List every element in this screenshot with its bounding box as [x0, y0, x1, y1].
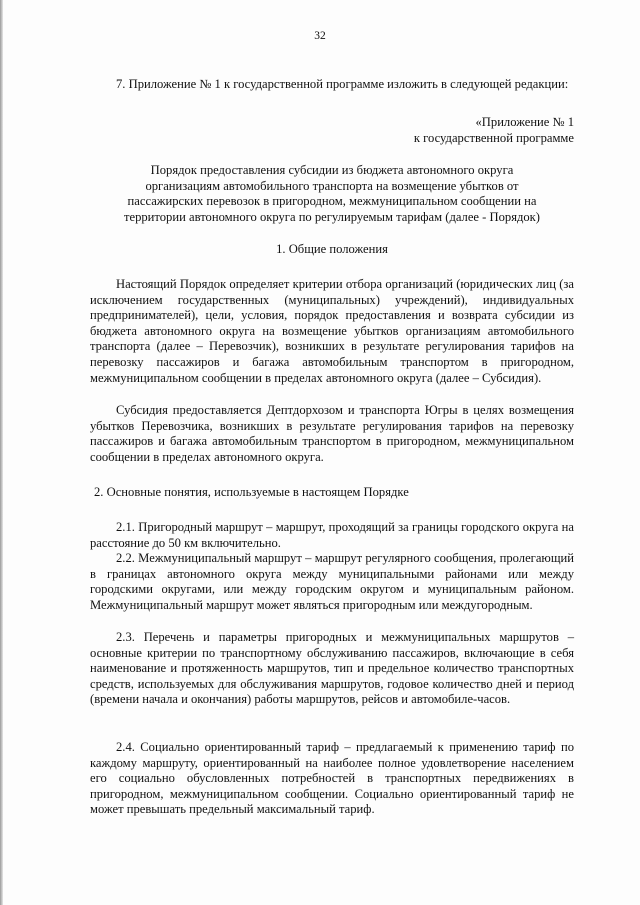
section-2-paragraph-4: 2.4. Социально ориентированный тариф – предлагаемый к применению тариф по каждому маршруту, ориентированный на наиболее полное удовлетворение населением его социально обусловленных потребностей в транспортных передвижениях в пригородном, межмуниципальном сообщении. Социально ориентированный тариф не может превышать предельный максимальный тариф.: [90, 740, 574, 817]
section-2-paragraph-3: 2.3. Перечень и параметры пригородных и межмуниципальных маршрутов – основные критерии по транспортному обслуживанию пассажиров, включающие в себя наименование и протяженность маршрутов, тип и предельное количество транспортных средств, используемых для обслуживания маршрутов, годовое количество дней и период (времени начала и окончания) работы маршрутов, рейсов и автомобиле-часов.: [90, 630, 574, 707]
intro-item: 7. Приложение № 1 к государственной программе изложить в следующей редакции:: [116, 77, 569, 91]
section-1-heading: 1. Общие положения: [276, 242, 388, 256]
section-2-paragraph-2: 2.2. Межмуниципальный маршрут – маршрут регулярного сообщения, пролегающий в границах автономного округа между муниципальными районами или между городскими округами, или между городским округом и муниципальным районом. Межмуниципальный маршрут может являться пригородным или междугородным.: [90, 551, 574, 612]
section-2-paragraph-1: 2.1. Пригородный маршрут – маршрут, проходящий за границы городского округа на расстояние до 50 км включительно.: [90, 520, 574, 550]
section-1-paragraph-2: Субсидия предоставляется Дептдорхозом и транспорта Югры в целях возмещения убытков Перевозчика, возникших в результате регулирования тарифов на перевозку пассажиров и багажа автомобильным транспортом в пригородном, межмуниципальном сообщении в пределах автономного округа.: [90, 403, 574, 464]
page-number: 32: [314, 30, 326, 42]
appendix-line-1: «Приложение № 1: [475, 115, 574, 129]
appendix-line-2: к государственной программе: [413, 131, 574, 145]
section-2-heading: 2. Основные понятия, используемые в настоящем Порядке: [94, 485, 409, 499]
document-title: Порядок предоставления субсидии из бюджета автономного округа организациям автомобильного транспорта на возмещение убытков от пассажирских перевозок в пригородном, межмуниципальном сообщении на территории автономного округа по регулируемым тарифам (далее - Порядок): [124, 163, 540, 224]
scan-edge: [0, 0, 3, 905]
section-1-paragraph-1: Настоящий Порядок определяет критерии отбора организаций (юридических лиц (за исключением государственных (муниципальных) учреждений), индивидуальных предпринимателей), цели, условия, порядок предоставления и возврата субсидии из бюджета автономного округа на возмещение убытков организациям автомобильного транспорта (далее – Перевозчик), возникших в результате регулирования тарифов на перевозку пассажиров и багажа автомобильным транспортом в пригородном, межмуниципальном сообщении в пределах автономного округа (далее – Субсидия).: [90, 277, 574, 385]
